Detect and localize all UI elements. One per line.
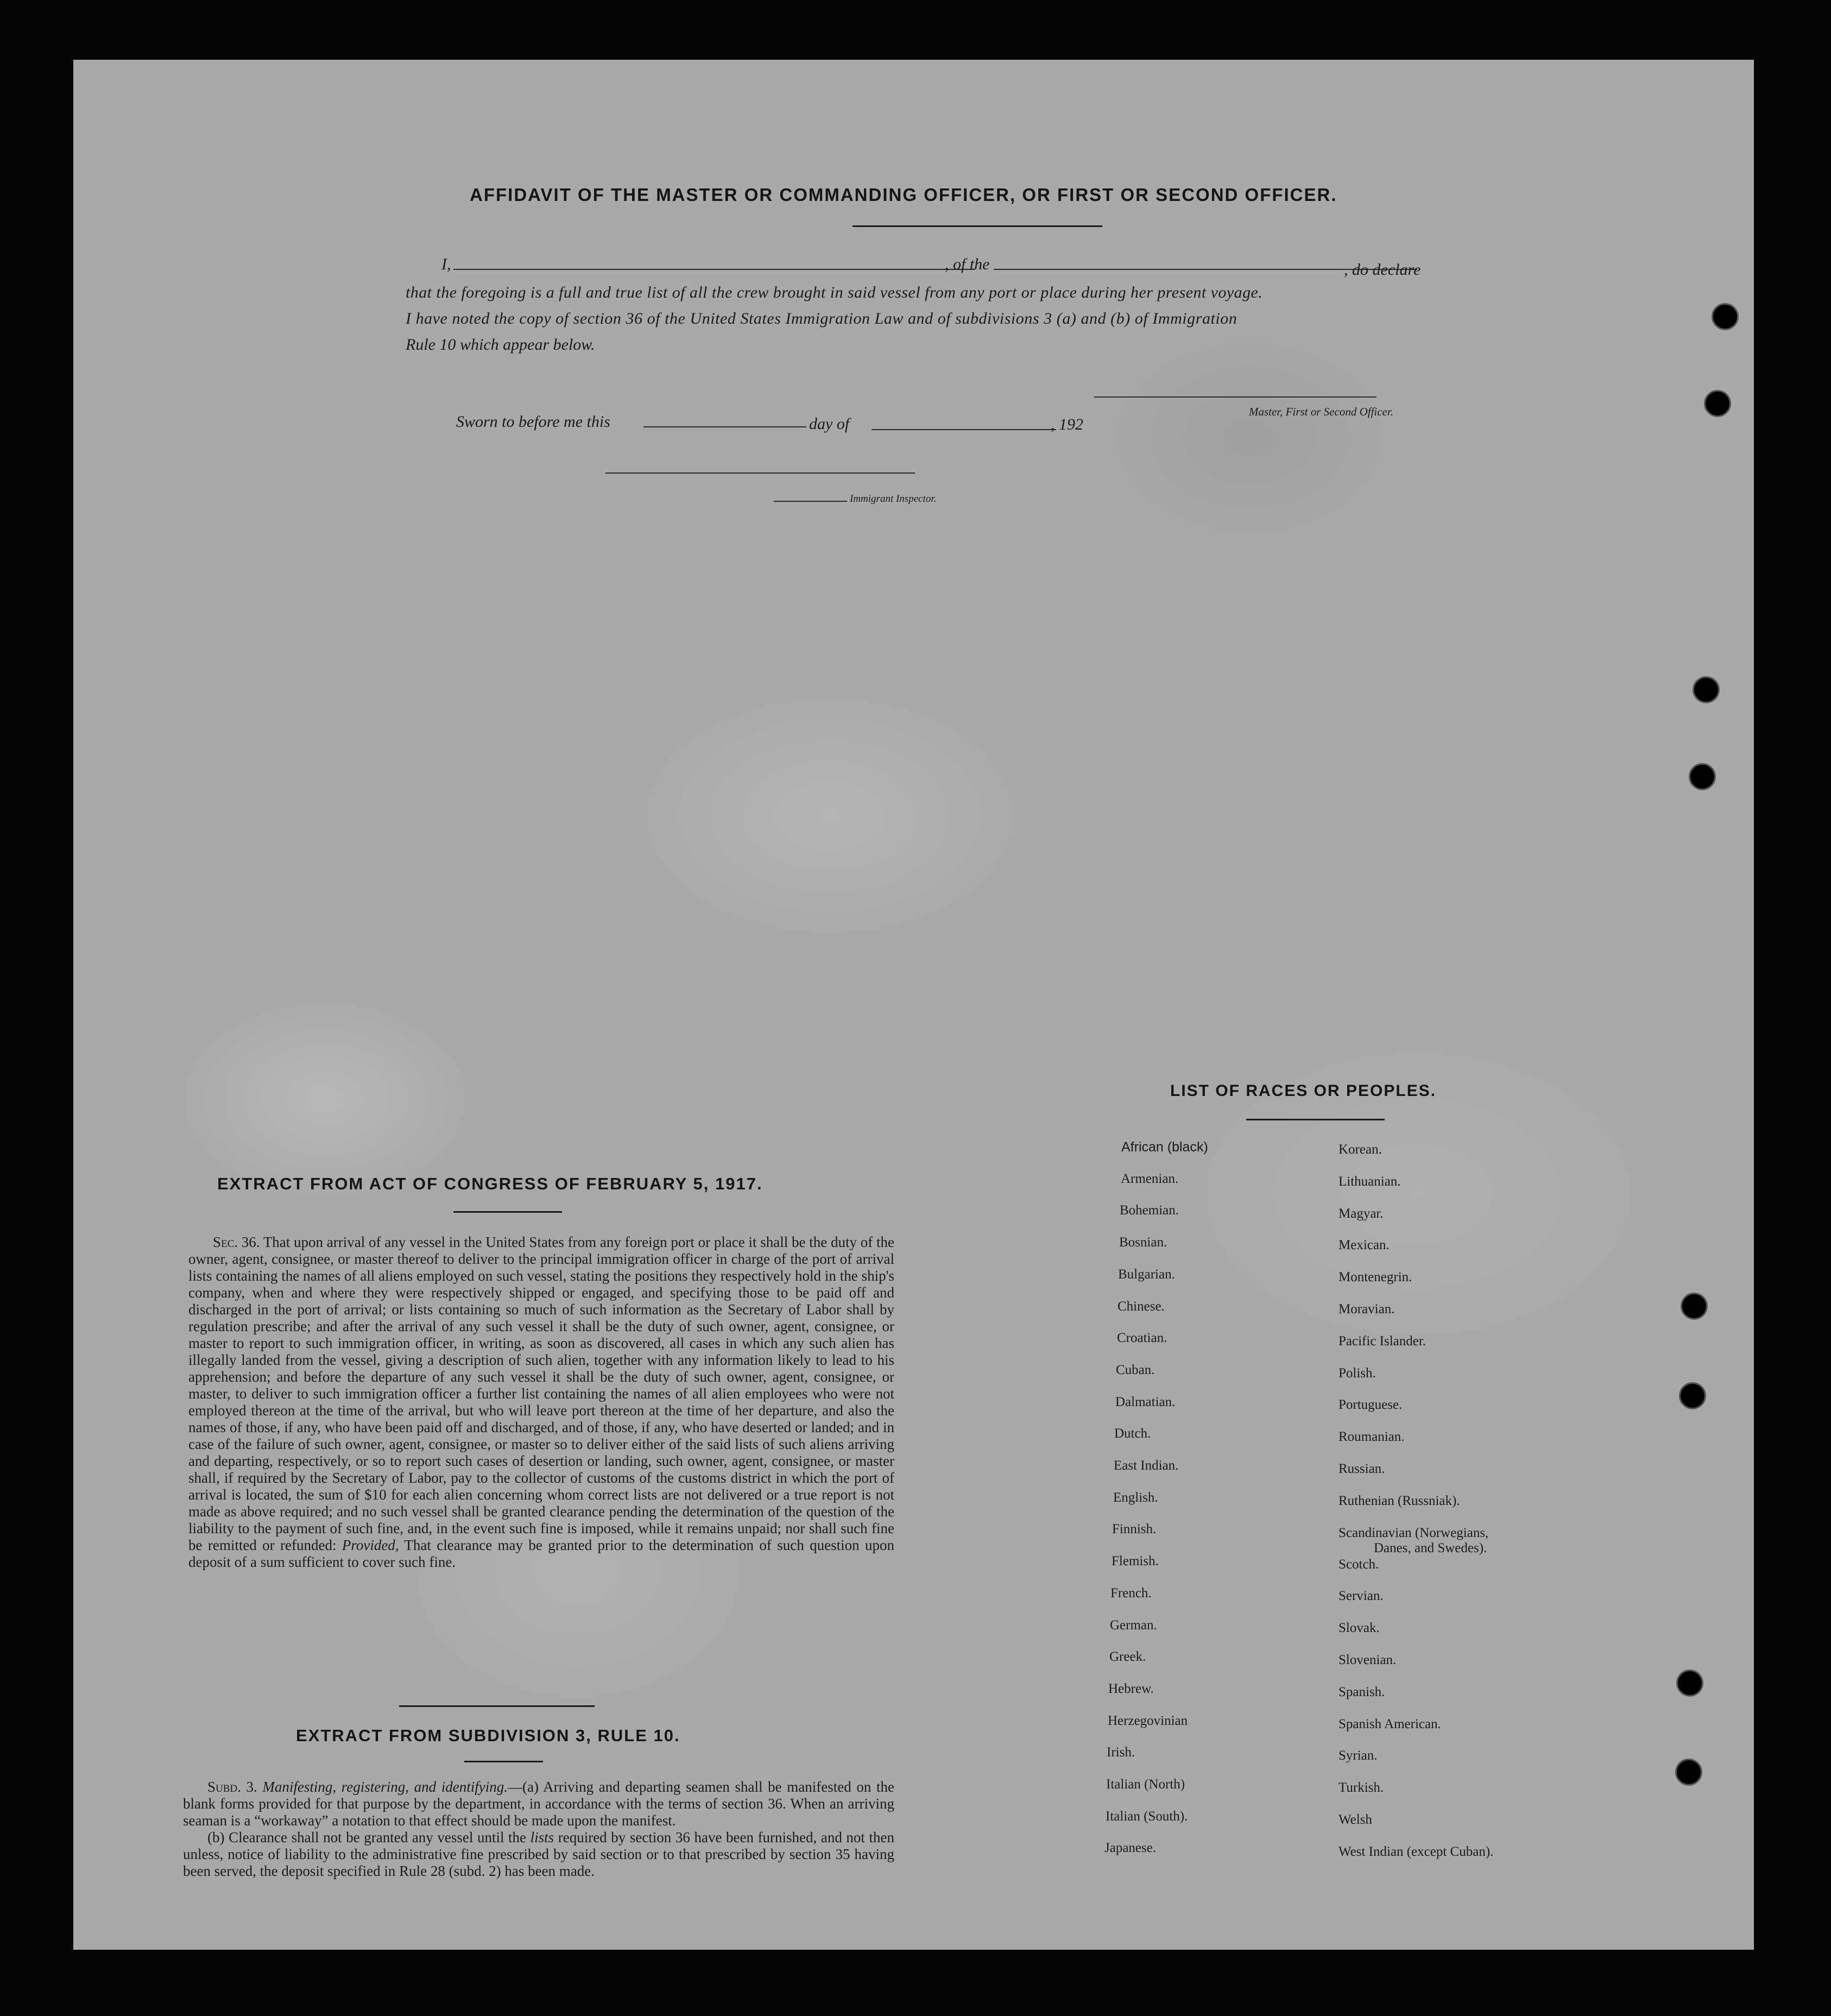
race-item: Croatian. [1117, 1331, 1167, 1346]
declarant-label: I, [441, 255, 451, 273]
punch-hole [1712, 303, 1739, 330]
rule-para-b-lists: lists [530, 1829, 554, 1845]
race-item: Mexican. [1338, 1238, 1390, 1253]
act-provided: Provided, [342, 1537, 399, 1553]
sworn-month-line [872, 429, 1056, 430]
race-item: Syrian. [1338, 1748, 1378, 1763]
race-item: Servian. [1338, 1589, 1384, 1604]
race-item: Polish. [1338, 1365, 1376, 1381]
race-item: Danes, and Swedes). [1374, 1540, 1487, 1555]
officer-signature-line [1094, 396, 1377, 398]
punch-hole [1679, 1382, 1706, 1409]
officer-signature-label: Master, First or Second Officer. [1249, 405, 1393, 418]
race-item: Cuban. [1116, 1362, 1155, 1377]
punch-hole [1681, 1293, 1708, 1320]
race-item: Bulgarian. [1118, 1267, 1175, 1282]
rule-para-b-end: required by section 36 have been furnished, and not then unless, notice of liability to the administrative fine prescribed by said section or to that prescribed by section 35 having been served, the deposit specified in Rule 28 (subd. 2) has been made. [183, 1829, 894, 1879]
declare-label: , do declare [1344, 261, 1421, 279]
punch-hole [1676, 1670, 1703, 1697]
races-title-rule [1246, 1119, 1385, 1120]
race-item: Flemish. [1112, 1554, 1159, 1569]
act-section-text: That upon arrival of any vessel in the United States from any foreign port or place it shall be the duty of the owner, agent, consignee, or master thereof to deliver to the principal immigration officer in charge of the port of arrival lists containing the names of all aliens employed on such vessel, stating the positions they respectively hold in the ship's company, when and where they were respectively shipped or engaged, and specifying those to be paid off and discharged in the port of arrival; or lists containing so much of such information as the Secretary of Labor shall by regulation prescribe; and after the arrival of any such vessel it shall be the duty of such owner, agent, consignee, or master to report to such immigration officer, in writing, as soon as discovered, all cases in which any such alien has illegally landed from the vessel, giving a description of such alien, together with any information likely to lead to his apprehension; and before the departure of any such vessel it shall be the duty of such owner, agent, consignee, or master, to deliver to such immigration officer a further list containing the names of all alien employees who were not employed thereon at the time of the arrival, but who will leave port thereon at the time of her departure, and also the names of those, if any, who have been paid off and discharged, and of those, if any, who have deserted or landed; and in case of the failure of such owner, agent, consignee, or master so to deliver either of the said lists of such aliens arriving and departing, respectively, or so to report such cases of desertion or landing, such owner, agent, consignee, or master shall, if required by the Secretary of Labor, pay to the collector of customs of the customs district in which the port of arrival is located, the sum of $10 for each alien concerning whom correct lists are not delivered or a true report is not made as above required; and no such vessel shall be granted clearance pending the determination of the question of the liability to the payment of such fine, and, in the event such fine is imposed, while it remains unpaid; nor shall such fine be remitted or refunded: [188, 1234, 894, 1553]
race-item: Chinese. [1117, 1299, 1165, 1314]
race-item: Irish. [1107, 1745, 1135, 1760]
act-end-rule [399, 1705, 595, 1707]
act-title: EXTRACT FROM ACT OF CONGRESS OF FEBRUARY 5, 1917. [217, 1174, 763, 1193]
race-item: Pacific Islander. [1338, 1333, 1426, 1349]
race-item: English. [1113, 1490, 1158, 1505]
rule-title: EXTRACT FROM SUBDIVISION 3, RULE 10. [296, 1726, 680, 1745]
race-item: Scandinavian (Norwegians, [1338, 1525, 1489, 1540]
race-item: Roumanian. [1338, 1429, 1405, 1445]
inspector-label: Immigrant Inspector. [850, 493, 937, 505]
race-item: Montenegrin. [1338, 1270, 1412, 1285]
race-item: Bohemian. [1120, 1203, 1179, 1218]
punch-hole [1675, 1759, 1702, 1786]
act-section-label: Sec. 36. [213, 1234, 260, 1250]
race-item: Spanish American. [1338, 1716, 1441, 1731]
rule-subd-heading: Manifesting, registering, and identifying. [262, 1779, 508, 1795]
race-item: Korean. [1338, 1142, 1382, 1157]
race-item: Turkish. [1338, 1780, 1384, 1796]
race-item: Armenian. [1121, 1171, 1179, 1186]
races-title: LIST OF RACES OR PEOPLES. [1170, 1082, 1437, 1100]
punch-hole [1693, 676, 1720, 703]
race-item: Italian (North) [1106, 1777, 1185, 1792]
race-item: Magyar. [1338, 1206, 1384, 1221]
inspector-signature-line [605, 472, 915, 474]
race-item: African (black) [1121, 1139, 1208, 1155]
race-item: French. [1110, 1585, 1152, 1601]
rule-para-a: —(a) Arriving and departing seamen shall be manifested on the blank forms provided for that purpose by the department, in accordance with the terms of section 36. When an arriving seaman is a “workaway” a notation to that effect should be made upon the manifest. [183, 1779, 894, 1829]
race-item: West Indian (except Cuban). [1338, 1844, 1494, 1859]
race-item: Portuguese. [1338, 1397, 1403, 1413]
race-item: Slovenian. [1338, 1653, 1397, 1667]
race-item: Ruthenian (Russniak). [1338, 1493, 1460, 1508]
declarant-name-line [453, 269, 975, 270]
vessel-label: , of the [945, 255, 990, 273]
affidavit-title: AFFIDAVIT OF THE MASTER OR COMMANDING OFFICER, OR FIRST OR SECOND OFFICER. [470, 185, 1337, 205]
inspector-short-line [774, 501, 847, 502]
race-item: Hebrew. [1108, 1681, 1154, 1696]
affidavit-line-2: that the foregoing is a full and true list of all the crew brought in said vessel from any port or place during her present voyage. [406, 284, 1263, 301]
rule-subd-label: Subd. 3. [207, 1779, 257, 1795]
race-item: Herzegovinian [1108, 1713, 1188, 1728]
race-item: Slovak. [1338, 1621, 1380, 1636]
race-item: Russian. [1338, 1461, 1385, 1476]
race-item: Greek. [1109, 1649, 1146, 1665]
race-item: Japanese. [1104, 1841, 1157, 1856]
race-item: Lithuanian. [1338, 1174, 1401, 1189]
rule-title-rule [464, 1761, 543, 1762]
punch-hole [1689, 763, 1716, 790]
sworn-day-line [643, 426, 806, 427]
punch-hole [1704, 390, 1731, 417]
race-item: Scotch. [1338, 1557, 1379, 1572]
sworn-year-label: , 192 [1051, 415, 1083, 433]
race-item: Moravian. [1338, 1302, 1395, 1316]
rule-para-b-start: (b) Clearance shall not be granted any vessel until the [207, 1829, 531, 1845]
race-item: East Indian. [1114, 1458, 1179, 1473]
race-item: German. [1110, 1617, 1157, 1633]
rule-subdivision-3 [183, 1779, 894, 1880]
act-title-rule [453, 1211, 562, 1213]
document-page [73, 60, 1754, 1950]
act-section-36 [188, 1234, 894, 1571]
race-item: Italian (South). [1106, 1809, 1188, 1824]
act-section-tail: That clearance may be granted prior to the determination of such question upon deposit of a sum sufficient to cover such fine. [188, 1537, 894, 1570]
sworn-label: Sworn to before me this [456, 413, 610, 431]
race-item: Spanish. [1338, 1684, 1385, 1699]
sworn-day-of-label: day of [809, 415, 850, 433]
race-item: Finnish. [1112, 1522, 1157, 1537]
race-item: Welsh [1338, 1812, 1372, 1827]
affidavit-line-4: Rule 10 which appear below. [406, 336, 595, 354]
affidavit-line-3: I have noted the copy of section 36 of the United States Immigration Law and of subdivisions 3 (a) and (b) of Immigration [406, 310, 1237, 327]
affidavit-title-rule [853, 225, 1102, 227]
race-item: Bosnian. [1119, 1235, 1167, 1250]
race-item: Dalmatian. [1115, 1394, 1176, 1409]
race-item: Dutch. [1114, 1426, 1151, 1441]
